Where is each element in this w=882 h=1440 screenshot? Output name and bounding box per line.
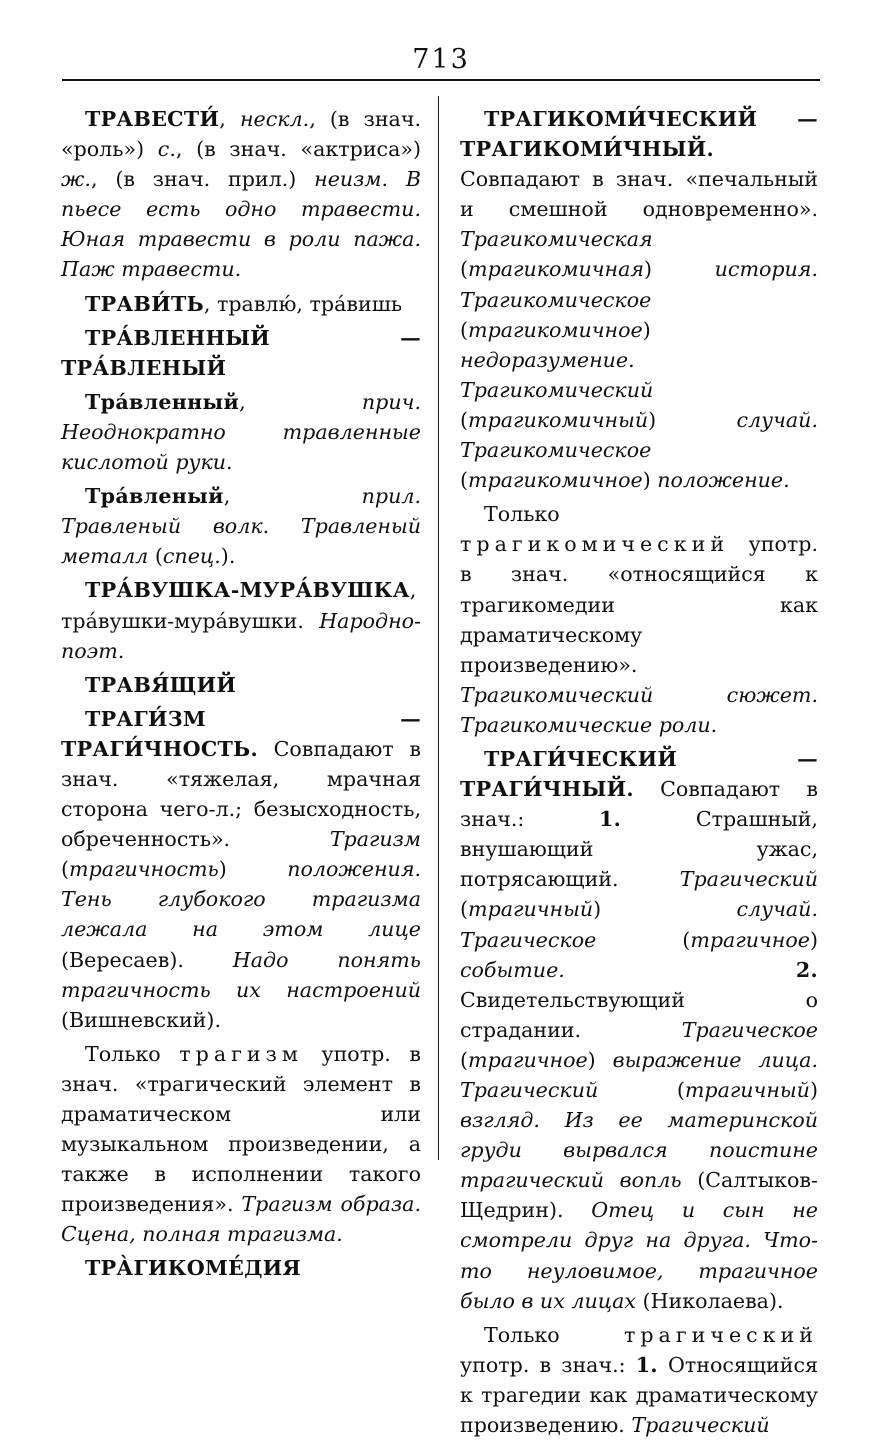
dictionary-entry [61, 289, 421, 319]
entry-text: ) [644, 257, 715, 282]
dictionary-entry [61, 1039, 421, 1250]
entry-text: ) [809, 1078, 818, 1102]
entry-text: ). [220, 544, 236, 569]
spaced-word: трагизм [179, 1041, 303, 1066]
italic-text: Трагический [631, 1413, 770, 1438]
italic-text: положение. [657, 468, 790, 493]
italic-text: прил. Травленый волк. Травленый металл [61, 484, 421, 569]
entry-text: ( [460, 468, 469, 493]
entry-text: ( [460, 317, 469, 342]
dictionary-entry [61, 481, 421, 571]
italic-text: прич. Неоднократно травленные кислотой руки. [61, 389, 421, 475]
entry-text: , [223, 484, 362, 509]
headword: 1. [599, 807, 622, 832]
italic-text: неизм. В пьесе есть одно травести. Юная травести в роли пажа. Паж травести. [61, 167, 421, 282]
italic-text: с. [157, 137, 176, 162]
headword: ТРА̀ГИКОМЕ́ДИЯ [85, 1256, 301, 1281]
italic-text: случай. Трагикомическое [460, 407, 818, 463]
italic-text: нескл. [239, 107, 310, 131]
entry-text: ( [596, 927, 691, 952]
italic-text: Трагизм [329, 827, 421, 852]
headword: Тра́вленный [85, 389, 240, 414]
dictionary-entry [460, 499, 818, 740]
italic-text: случай. Трагическое [460, 897, 818, 952]
entry-text: Совпадают в знач.: [460, 777, 818, 832]
italic-text: Надо понять трагичность их настроений [61, 947, 421, 1002]
column-divider [438, 96, 439, 1160]
dictionary-entry [460, 1320, 818, 1440]
dictionary-entry [61, 104, 421, 285]
entry-text: ( [460, 407, 469, 432]
entry-text [565, 958, 796, 982]
italic-text: трагикомичная [468, 257, 645, 282]
dictionary-entry [61, 387, 421, 477]
dictionary-entry [61, 575, 421, 665]
entry-text: , (в знач. прил.) [90, 167, 315, 192]
headword: 2. [795, 957, 818, 982]
entry-text: , тра́вушки-мура́вушки. [61, 578, 417, 633]
italic-text: положения. Тень глубокого трагизма лежала на этом лице [61, 857, 421, 942]
entry-text: Совпадают в знач. «печальный и смешной одновременно». [460, 167, 818, 222]
italic-text: взгляд. Из ее материнской груди вырвался поистине трагический вопль [460, 1108, 818, 1193]
italic-text: история. Трагикомическое [460, 257, 818, 312]
entry-text: ) [218, 857, 288, 882]
headword: ТРАВИ́ТЬ [85, 291, 204, 316]
entry-text: , (в знач. «актриса») [175, 137, 421, 162]
italic-text: Трагикомическая [460, 227, 653, 252]
italic-text: трагичное [468, 1047, 588, 1072]
italic-text: Трагический [679, 867, 818, 892]
headword: ТРА́ВУШКА-МУРА́ВУШКА [85, 578, 410, 603]
dictionary-entry [460, 744, 818, 1316]
entry-text: ( [460, 1047, 469, 1072]
headword: ТРАГИ́ЗМ — ТРАГИ́ЧНОСТЬ. [61, 706, 421, 761]
left-column [61, 104, 421, 1284]
entry-text: (Салтыков-Щедрин). [460, 1168, 818, 1223]
italic-text: недоразумение. Трагикомический [460, 347, 654, 402]
italic-text: трагичность [69, 857, 219, 882]
italic-text: трагикомичное [468, 317, 643, 342]
entry-text: ) [593, 897, 737, 922]
entry-text: употр. в знач. «трагический элемент в драматическом или музыкальном произведении, а также в исполнении такого произведения». [61, 1041, 421, 1217]
entry-text: (Вересаев). [61, 947, 233, 972]
spaced-word: трагический [623, 1322, 818, 1347]
dictionary-entry [61, 323, 421, 383]
entry-text: ) [642, 317, 651, 342]
italic-text: спец. [162, 544, 221, 569]
page-number: 713 [412, 44, 470, 75]
entry-text: употр. в знач.: [460, 1352, 636, 1377]
entry-text: ( [61, 857, 70, 882]
italic-text: событие. [460, 957, 565, 982]
entry-text: употр. в знач. «относящийся к трагикомедии как драматическому произведению». [460, 532, 818, 677]
headword: ТРАВЕСТИ́ [85, 107, 220, 131]
entry-text: ) [648, 407, 737, 432]
headword: 1. [635, 1352, 658, 1377]
entry-text: ( [460, 897, 469, 922]
italic-text: Отец и сын не смотрели друг на друга. Что-то неуловимое, трагичное было в их лицах [460, 1198, 818, 1313]
italic-text: трагичное [690, 927, 810, 952]
dictionary-entry [460, 104, 818, 495]
italic-text: Трагикомический сюжет. Трагикомические роли. [460, 682, 818, 737]
headword: ТРАВЯ́ЩИЙ [85, 672, 237, 697]
entry-text: Только [484, 1322, 624, 1347]
headword: ТРАГИКОМИ́ЧЕСКИЙ — ТРАГИКОМИ́ЧНЫЙ. [460, 107, 818, 162]
entry-text: Относящийся к трагедии как драматическому произведению. [460, 1352, 818, 1438]
entry-text: ( [460, 257, 469, 282]
entry-text: , [239, 389, 362, 414]
entry-text: Свидетельствующий о страдании. [460, 987, 818, 1042]
top-rule [62, 79, 820, 81]
italic-text: трагикомичный [468, 407, 649, 432]
entry-text: Только [484, 502, 560, 527]
dictionary-entry [61, 704, 421, 1035]
italic-text: Трагизм образа. Сцена, полная трагизма. [61, 1192, 421, 1247]
entry-text: ) [642, 468, 658, 493]
entry-text: ( [148, 544, 163, 569]
italic-text: Народно-поэт. [61, 608, 421, 663]
italic-text: Трагическое [681, 1017, 818, 1042]
entry-text: Только [85, 1041, 180, 1066]
entry-text: Совпадают в знач. «тяжелая, мрачная сторона чего-л.; безысходность, обреченность». [61, 736, 421, 852]
right-column [460, 104, 818, 1440]
entry-text: ) [587, 1047, 613, 1072]
entry-text: (Вишневский). [61, 1007, 221, 1032]
entry-text: ) [809, 927, 818, 952]
entry-text: Страшный, внушающий ужас, потрясающий. [460, 807, 818, 892]
entry-text: (Николаева). [636, 1288, 784, 1313]
headword: ТРА́ВЛЕННЫЙ — ТРА́ВЛЕНЫЙ [61, 325, 421, 380]
italic-text: трагичный [468, 897, 594, 922]
entry-text: , [219, 107, 240, 131]
italic-text: трагичный [684, 1078, 810, 1102]
entry-text: , травлю́, тра́вишь [203, 291, 403, 316]
dictionary-entry [61, 1253, 421, 1283]
entry-text: ( [598, 1078, 685, 1102]
italic-text: выражение лица. Трагический [460, 1047, 818, 1102]
headword: ТРАГИ́ЧЕСКИЙ — ТРАГИ́ЧНЫЙ. [460, 746, 818, 802]
spaced-word: трагикомический [460, 532, 730, 557]
dictionary-entry [61, 670, 421, 700]
headword: Тра́вленый [85, 484, 224, 509]
italic-text: трагикомичное [468, 468, 643, 493]
entry-text: , (в знач. «роль») [61, 107, 421, 162]
italic-text: ж. [61, 167, 91, 192]
